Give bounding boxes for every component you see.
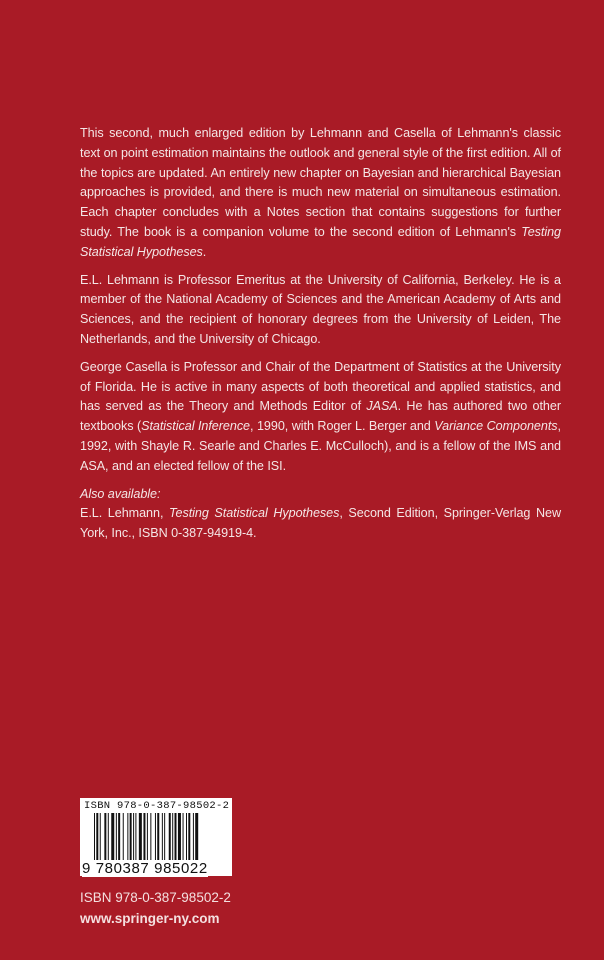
book-title: Variance Components [434,419,558,434]
text-segment: , Second Edition, Springer-Verlag New York, Inc., ISBN 0-387-94919-4. [80,506,562,541]
text-segment: E.L. Lehmann, [80,506,170,521]
barcode-bar [162,813,163,863]
barcode-bar [172,813,173,863]
barcode-bar [100,813,101,863]
back-cover-text [80,124,561,544]
text-segment: . He has authored two other textbooks ( [80,399,561,434]
barcode-bar [195,813,198,863]
book-description [80,124,561,263]
barcode-bar [175,813,177,863]
also-available [80,485,561,544]
casella-bio [80,358,561,477]
barcode-bar [157,813,159,863]
barcode-bar [150,813,151,863]
barcode-bars [94,813,228,863]
barcode-bar [111,813,114,863]
barcode-bar [94,813,95,863]
journal-title: JASA [366,399,398,414]
barcode-bar [139,813,142,863]
barcode-bar [123,813,124,863]
barcode-bar [164,813,165,863]
barcode-bar [133,813,134,863]
barcode-top-label: ISBN 978-0-387-98502-2 [84,800,230,812]
barcode-bar [104,813,106,863]
isbn-number: ISBN 978-0-387-98502-2 [80,890,231,905]
barcode-bar [188,813,190,863]
barcode-bar [155,813,156,863]
text-segment: , 1990, with Roger L. Berger and [250,419,435,434]
barcode-bar [96,813,98,863]
barcode-bar [118,813,120,863]
barcode-bar [147,813,148,863]
text-segment: This second, much enlarged edition by Lehmann and Casella of Lehmann's classic text on point estimation maintains the outlook and general style of the first edition. All of the topics are updated. An entirely new chapter on Bayesian and hierarchical Bayesian approaches is provided, and there is much new material on simultaneous estimation. Each chapter concludes with a Notes section that contains suggestions for further study. The book is a companion volume to the second edition of Lehmann's [80,126,561,239]
publisher-website: www.springer-ny.com [80,911,220,926]
book-title: Statistical Inference [141,419,251,434]
text-segment: , 1992, with Shayle R. Searle and Charles E. McCulloch), and is a fellow of the IMS and ASA, and an elected fellow of the ISI. [80,419,561,473]
barcode-bar [116,813,117,863]
text-segment: George Casella is Professor and Chair of the Department of Statistics at the University of Florida. He is active in many aspects of both theoretical and applied statistics, and has served as the Theory and Methods Editor of [80,359,561,414]
book-title: Testing Statistical Hypotheses [169,506,340,521]
barcode-digits: 9 780387 985022 [82,860,208,877]
barcode-bar [178,813,181,863]
barcode-bar [127,813,128,863]
barcode-bar [169,813,171,863]
lehmann-bio: E.L. Lehmann is Professor Emeritus at the University of California, Berkeley. He is a member of the National Academy of Sciences and the American Academy of Arts and Sciences, and the recipient of honorary degrees from the University of Leiden, The Netherlands, and the University of Chicago. [80,272,561,346]
barcode-bar [135,813,136,863]
barcode-bar [193,813,194,863]
book-title: Testing Statistical Hypotheses [80,224,561,259]
barcode-bar [108,813,109,863]
barcode-bar [186,813,187,863]
also-available-heading: Also available: [80,486,161,501]
barcode-bar [183,813,184,863]
barcode-bar [130,813,132,863]
text-segment: . [202,244,207,259]
isbn-barcode [80,798,232,876]
barcode-bar [143,813,145,863]
